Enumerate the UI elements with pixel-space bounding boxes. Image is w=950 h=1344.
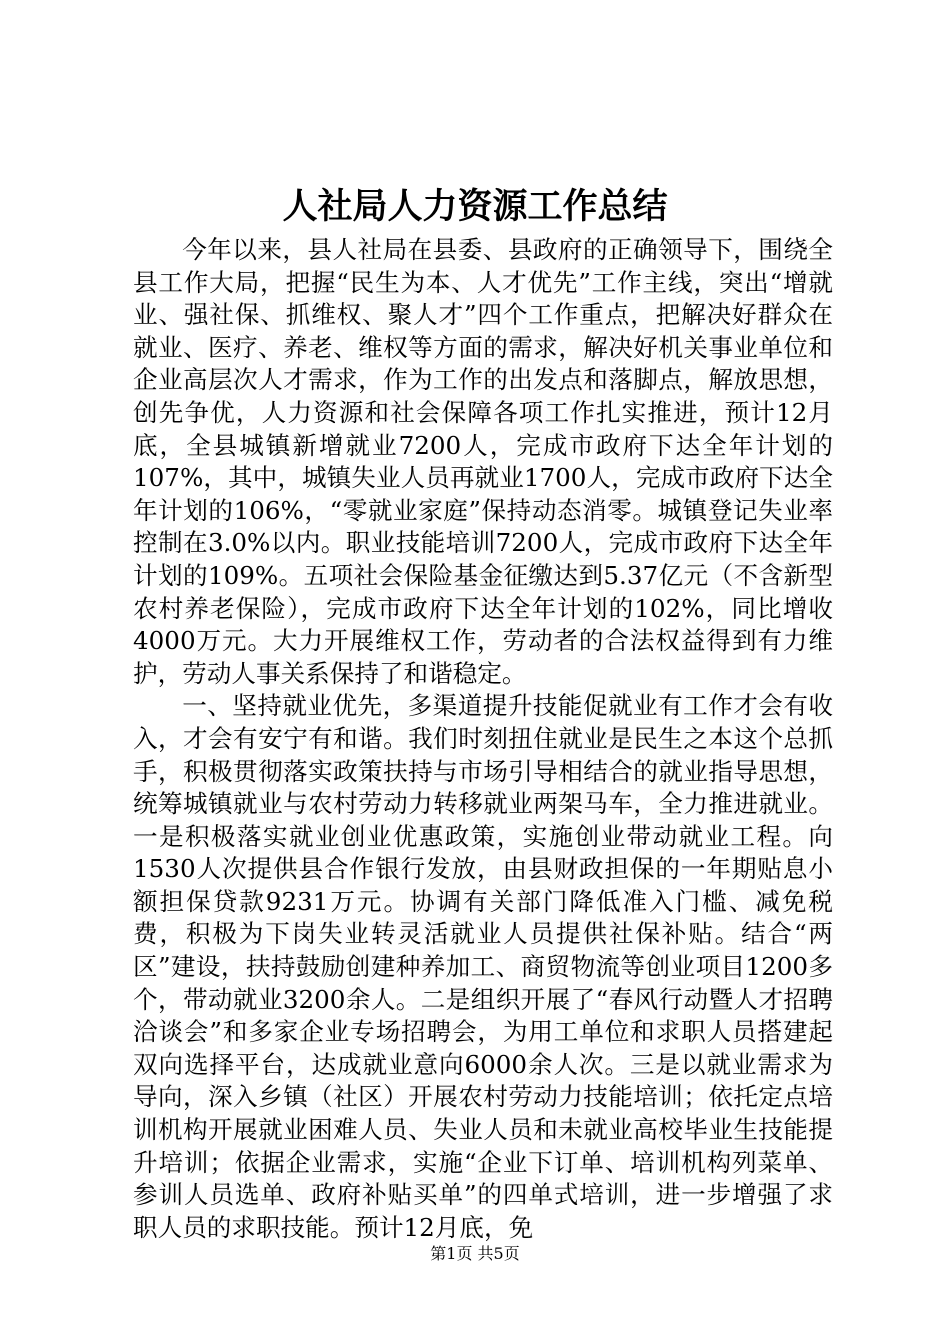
paragraph-section-one: 一、坚持就业优先，多渠道提升技能促就业有工作才会有收入，才会有安宁有和谐。我们时刻扭住就业是民生之本这个总抓手，积极贯彻落实政策扶持与市场引导相结合的就业指导思想，统筹城镇就业与农村劳动力转移就业两架马车，全力推进就业。一是积极落实就业创业优惠政策，实施创业带动就业工程。向1530人次提供县合作银行发放，由县财政担保的一年期贴息小额担保贷款9231万元。协调有关部门降低准入门槛、减免税费，积极为下岗失业转灵活就业人员提供社保补贴。结合“两区”建设，扶持鼓励创建种养加工、商贸物流等创业项目1200多个，带动就业3200余人。二是组织开展了“春风行动暨人才招聘洽谈会”和多家企业专场招聘会，为用工单位和求职人员搭建起双向选择平台，达成就业意向6000余人次。三是以就业需求为导向，深入乡镇（社区）开展农村劳动力技能培训；依托定点培训机构开展就业困难人员、失业人员和未就业高校毕业生技能提升培训；依据企业需求，实施“企业下订单、培训机构列菜单、参训人员选单、政府补贴买单”的四单式培训，进一步增强了求职人员的求职技能。预计12月底，免 <box>133 691 833 1242</box>
document-body <box>133 234 833 1244</box>
page-number-footer: 第1页 共5页 <box>430 1244 520 1263</box>
document-title: 人社局人力资源工作总结 <box>282 186 668 227</box>
paragraph-intro: 今年以来，县人社局在县委、县政府的正确领导下，围绕全县工作大局，把握“民生为本、人才优先”工作主线，突出“增就业、强社保、抓维权、聚人才”四个工作重点，把解决好群众在就业、医疗、养老、维权等方面的需求，解决好机关事业单位和企业高层次人才需求，作为工作的出发点和落脚点，解放思想，创先争优，人力资源和社会保障各项工作扎实推进，预计12月底，全县城镇新增就业7200人，完成市政府下达全年计划的107%，其中，城镇失业人员再就业1700人，完成市政府下达全年计划的106%，“零就业家庭”保持动态消零。城镇登记失业率控制在3.0%以内。职业技能培训7200人，完成市政府下达全年计划的109%。五项社会保险基金征缴达到5.37亿元（不含新型农村养老保险），完成市政府下达全年计划的102%，同比增收4000万元。大力开展维权工作，劳动者的合法权益得到有力维护，劳动人事关系保持了和谐稳定。 <box>133 235 833 688</box>
